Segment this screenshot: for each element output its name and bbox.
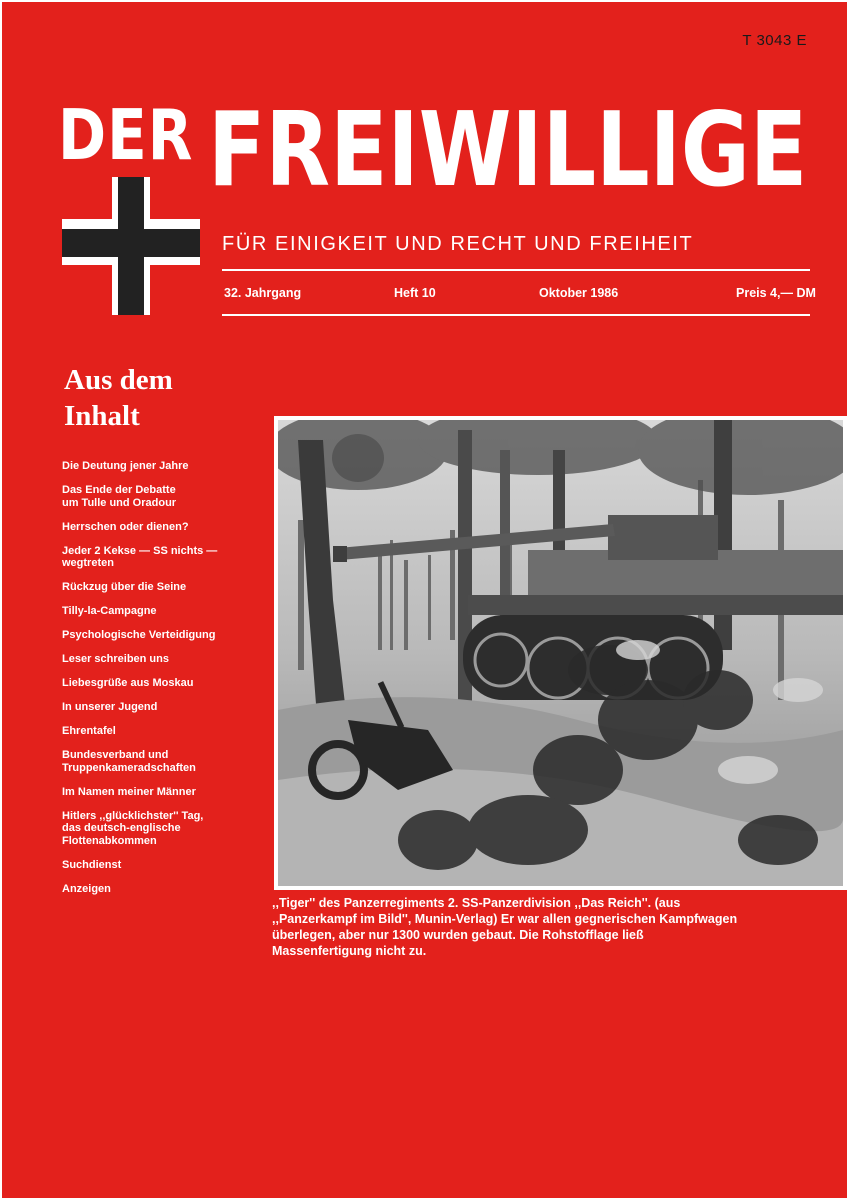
toc-item: Ehrentafel — [62, 725, 116, 737]
photo-caption: ,,Tiger'' des Panzerregiments 2. SS-Panzerdivision ,,Das Reich''. (aus ,,Panzerkampf im Bild'', Munin-Verlag) Er war allen gegnerischen Kampfwagen überlegen, aber nur 1300 wurden gebaut. Die Rohstofflage ließ Massenfertigung nicht zu. — [272, 896, 738, 958]
divider — [222, 314, 810, 316]
toc-item: Anzeigen — [62, 882, 111, 895]
issue-price: Preis 4,— DM — [736, 286, 816, 300]
order-code: T 3043 E — [742, 32, 807, 49]
motto: FÜR EINIGKEIT UND RECHT UND FREIHEIT — [222, 233, 694, 255]
toc-item: Leser schreiben uns — [62, 653, 169, 665]
toc-item: Liebesgrüße aus Moskau — [62, 677, 194, 689]
title-prefix: DER — [58, 94, 194, 176]
toc-item: Rückzug über die Seine — [62, 581, 187, 593]
toc-item: Bundesverband und Truppenkameradschaften — [62, 749, 196, 774]
toc-item: Jeder 2 Kekse — SS nichts — wegtreten — [62, 544, 218, 569]
table-of-contents — [62, 460, 262, 907]
toc-item: Hitlers ,,glücklichster'' Tag, das deutsch-englische Flottenabkommen — [62, 809, 204, 847]
toc-item: Psychologische Verteidigung — [62, 629, 216, 641]
toc-item: In unserer Jugend — [62, 701, 158, 713]
toc-item: Die Deutung jener Jahre — [62, 460, 189, 472]
iron-cross-icon — [62, 177, 200, 315]
toc-item: Suchdienst — [62, 858, 122, 871]
toc-item: Im Namen meiner Männer — [62, 785, 196, 798]
toc-item: Tilly-la-Campagne — [62, 605, 157, 617]
contents-heading: Aus dem Inhalt — [64, 364, 173, 432]
issue-date: Oktober 1986 — [539, 286, 619, 300]
issue-volume: 32. Jahrgang — [224, 286, 302, 300]
magazine-cover — [2, 2, 847, 1198]
cover-photo — [274, 416, 847, 890]
tank-in-forest-photo — [278, 420, 843, 886]
issue-number: Heft 10 — [394, 286, 436, 300]
magazine-title: FREIWILLIGE — [208, 90, 808, 210]
toc-item: Das Ende der Debatte um Tulle und Oradour — [62, 484, 177, 509]
toc-item: Herrschen oder dienen? — [62, 520, 189, 533]
divider — [222, 269, 810, 271]
